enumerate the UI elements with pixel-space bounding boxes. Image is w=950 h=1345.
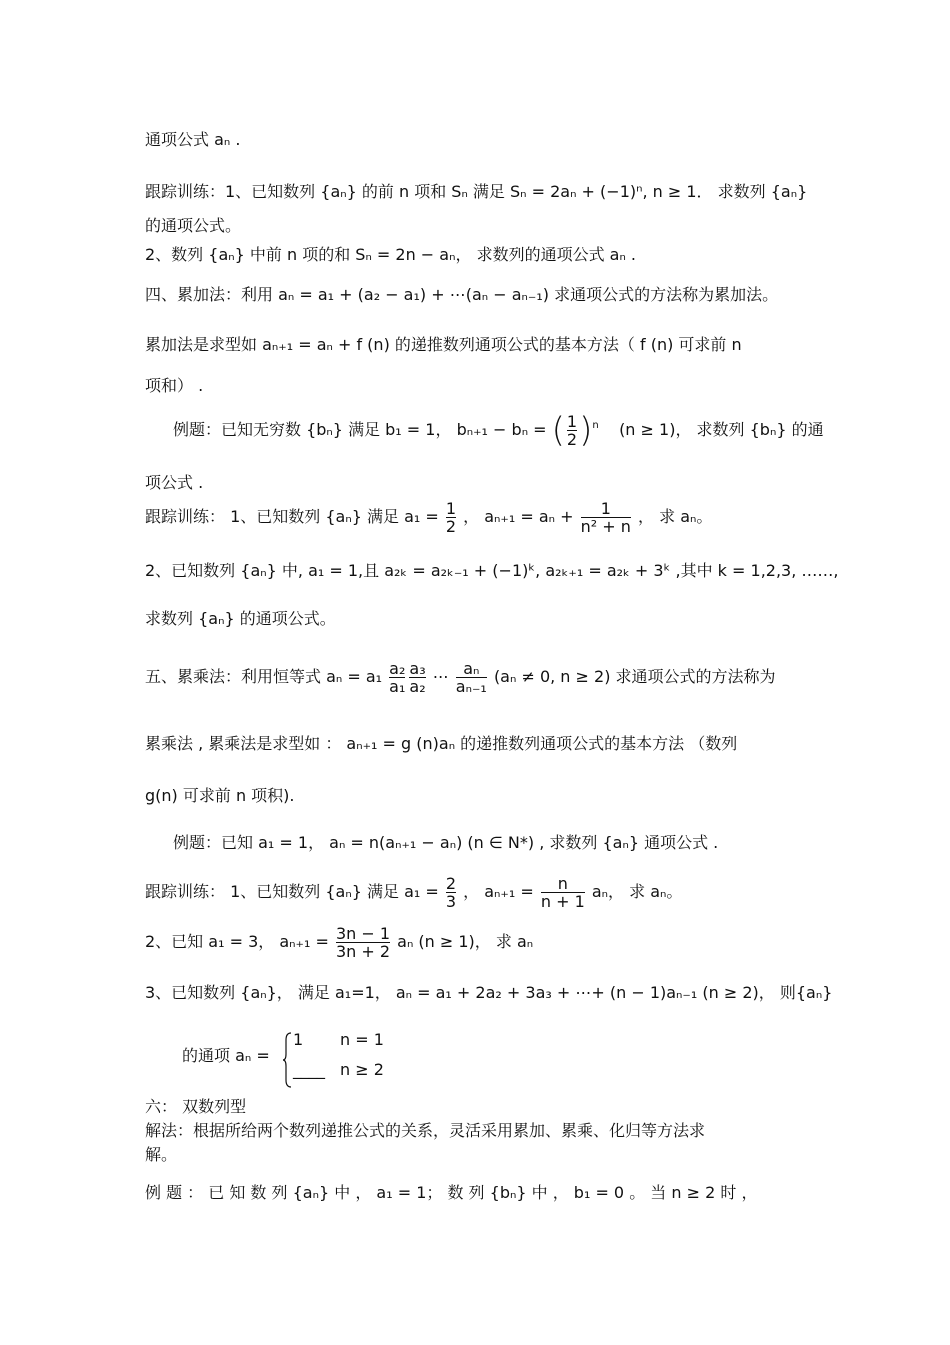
exponent: n: [592, 420, 599, 431]
fraction-a3-a2: $\frac{\text{a₃}}{\text{a₂}}$: [409, 659, 426, 696]
exercise-line-1-cont: 的通项公式。: [145, 216, 242, 235]
piecewise-label: 的通项 aₙ =: [182, 1046, 270, 1065]
exercise-4-2: 2、已知数列 {aₙ} 中, a₁ = 1,且 a₂ₖ = a₂ₖ₋₁ + (−1)ᵏ, a₂ₖ₊₁ = a₂ₖ + 3ᵏ ,其中 k = 1,2,3, ……,: [145, 561, 839, 580]
case-2: ____ n ≥ 2: [293, 1060, 384, 1079]
fraction-two-thirds: $\frac{2}{3}$: [445, 874, 457, 911]
left-paren: (: [551, 410, 565, 451]
exercise-4-1: 跟踪训练： 1、已知数列 {aₙ} 满足 a₁ = $\frac{1}{2}$ ， aₙ₊₁ = aₙ + $\frac{1}{\text{n² + n}}$ ， 求 aₙ。: [145, 499, 713, 536]
fraction-a2-a1: $\frac{\text{a₂}}{\text{a₁}}$: [389, 659, 406, 696]
example-4-text-a: 例题：已知无穷数 {bₙ} 满足 b₁ = 1， bₙ₊₁ − bₙ =: [173, 420, 547, 439]
fraction-an-an1: $\frac{\text{aₙ}}{\text{aₙ₋₁}}$: [455, 659, 487, 696]
exercise-5-2: 2、已知 a₁ = 3， aₙ₊₁ = $\frac{3n - 1}{3n + 2}$ aₙ (n ≥ 1)， 求 aₙ: [145, 924, 534, 961]
example-5-line: 例题：已知 a₁ = 1， aₙ = n(aₙ₊₁ − aₙ) (n ∈ N*) , 求数列 {aₙ} 通项公式 .: [173, 833, 719, 852]
section-6-method-cont: 解。: [145, 1145, 178, 1164]
case-1: 1 n = 1: [293, 1030, 384, 1049]
example-6-line: 例 题 ： 已 知 数 列 {aₙ} 中 ， a₁ = 1； 数 列 {bₙ} 中 ， b₁ = 0 。 当 n ≥ 2 时 ，: [145, 1183, 758, 1202]
section-5-desc-cont: g(n) 可求前 n 项积).: [145, 786, 295, 805]
exercise-line-2: 2、数列 {aₙ} 中前 n 项的和 Sₙ = 2n − aₙ， 求数列的通项公式 aₙ .: [145, 245, 637, 264]
section-6-method: 解法：根据所给两个数列递推公式的关系，灵活采用累加、累乘、化归等方法求: [145, 1121, 706, 1140]
section-4-desc-cont: 项和） .: [145, 376, 204, 395]
exercise-line-1: 跟踪训练：1、已知数列 {aₙ} 的前 n 项和 Sₙ 满足 Sₙ = 2aₙ + (−1)ⁿ, n ≥ 1． 求数列 {aₙ}: [145, 182, 808, 201]
example-4-text-b: (n ≥ 1)， 求数列 {bₙ} 的通: [619, 420, 824, 439]
fraction-recurrence: $\frac{1}{\text{n² + n}}$: [580, 499, 631, 536]
right-paren: ): [579, 410, 593, 451]
exercise-4-2-cont: 求数列 {aₙ} 的通项公式。: [145, 609, 336, 628]
fraction-a1: $\frac{1}{2}$: [445, 499, 457, 536]
left-brace-icon: [283, 1032, 293, 1088]
section-5-heading: 五、累乘法：利用恒等式 aₙ = a₁ $\frac{\text{a₂}}{\text{a₁}}$ $\frac{\text{a₃}}{\text{a₂}}$ ⋯ $\frac{\text{aₙ}}{\text{aₙ₋₁}}$ (aₙ ≠ 0, n ≥ 2) 求通项公式的方法称为: [145, 659, 776, 696]
example-4-line: [173, 410, 824, 451]
exercise-5-3: 3、已知数列 {aₙ}， 满足 a₁=1， aₙ = a₁ + 2a₂ + 3a₃ + ⋯+ (n − 1)aₙ₋₁ (n ≥ 2)， 则{aₙ}: [145, 983, 833, 1002]
fraction-n-over-n1: $\frac{n}{n + 1}$: [540, 874, 585, 911]
example-4-line-cont: 项公式 .: [145, 473, 204, 492]
exercise-5-1: 跟踪训练： 1、已知数列 {aₙ} 满足 a₁ = $\frac{2}{3}$ ， aₙ₊₁ = $\frac{n}{n + 1}$ aₙ， 求 aₙ。: [145, 874, 683, 911]
section-4-desc: 累加法是求型如 aₙ₊₁ = aₙ + f (n) 的递推数列通项公式的基本方法（ f (n) 可求前 n: [145, 335, 742, 354]
fraction-3n: $\frac{3n - 1}{3n + 2}$: [335, 924, 391, 961]
fraction-half: $\frac{1}{2}$: [566, 412, 578, 449]
text-line-1: 通项公式 aₙ .: [145, 130, 241, 149]
section-4-heading: 四、累加法：利用 aₙ = a₁ + (a₂ − a₁) + ⋯(aₙ − aₙ₋₁) 求通项公式的方法称为累加法。: [145, 285, 779, 304]
section-5-desc: 累乘法 , 累乘法是求型如 ： aₙ₊₁ = g (n)aₙ 的递推数列通项公式的基本方法 （数列: [145, 734, 738, 753]
section-6-heading: 六： 双数列型: [145, 1097, 247, 1116]
